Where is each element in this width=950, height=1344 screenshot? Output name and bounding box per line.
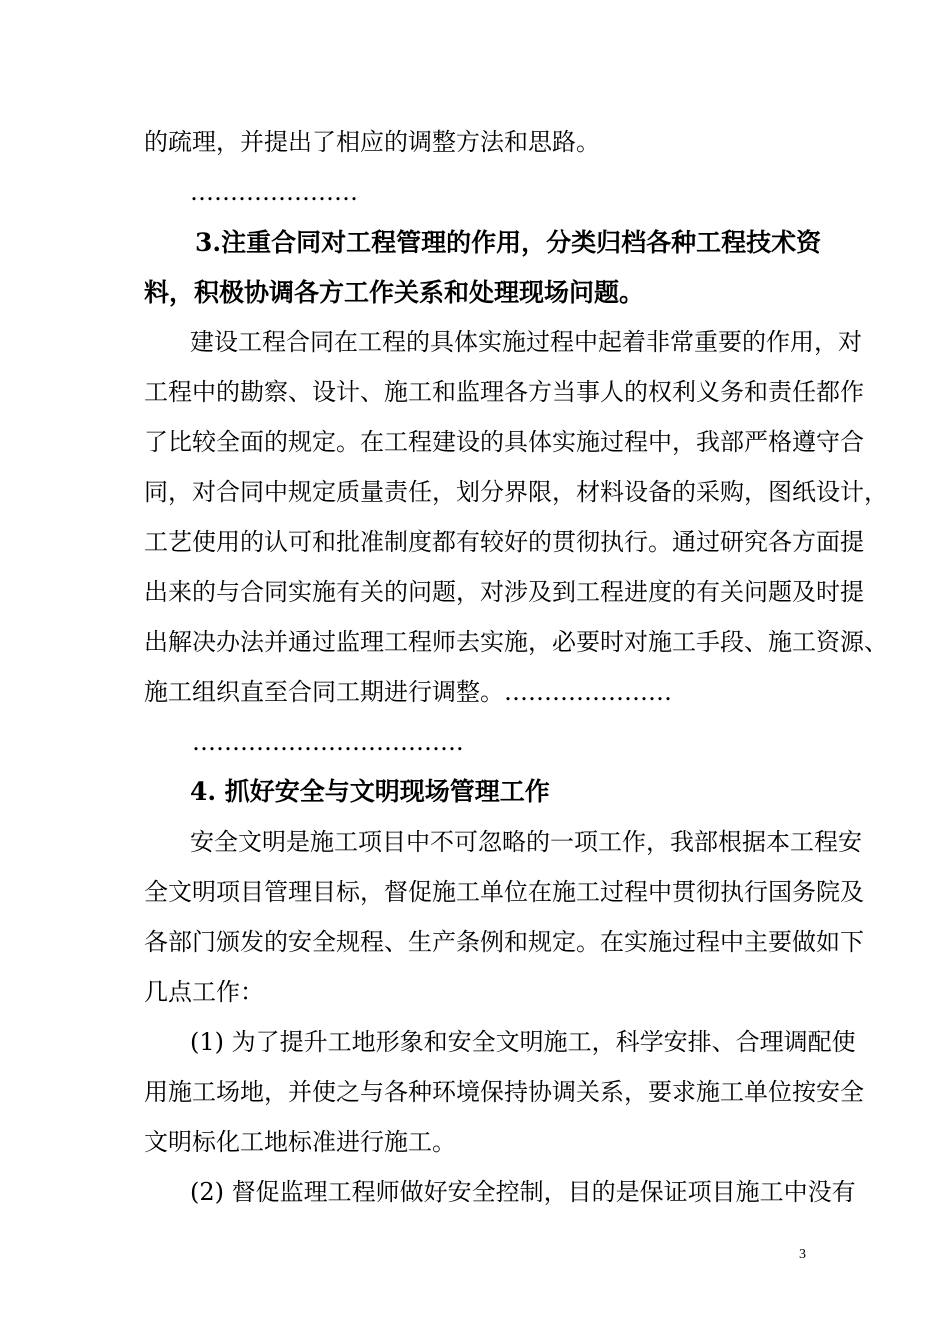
paragraph-line: 出来的与合同实施有关的问题，对涉及到工程进度的有关问题及时提 [144,578,864,606]
paragraph-line: 文明标化工地标准进行施工。 [144,1128,456,1156]
paragraph-line: 安全文明是施工项目中不可忽略的一项工作，我部根据本工程安 [190,828,862,856]
paragraph-line: 了比较全面的规定。在工程建设的具体实施过程中，我部严格遵守合 [144,428,864,456]
paragraph-line: 几点工作： [144,978,264,1006]
paragraph-line: 工艺使用的认可和批准制度都有较好的贯彻执行。通过研究各方面提 [144,528,864,556]
ellipsis-line: ……………………………. [192,728,464,756]
ellipsis-line: ………………… [190,178,358,206]
list-item-1: (1) 为了提升工地形象和安全文明施工，科学安排、合理调配使 [190,1028,856,1056]
paragraph-line: 同，对合同中规定质量责任，划分界限，材料设备的采购，图纸设计， [144,478,888,506]
paragraph-line: 出解决办法并通过监理工程师去实施，必要时对施工手段、施工资源、 [144,628,888,656]
list-item-2: (2) 督促监理工程师做好安全控制，目的是保证项目施工中没有 [190,1178,856,1206]
paragraph-line: 建设工程合同在工程的具体实施过程中起着非常重要的作用，对 [190,328,862,356]
paragraph-line: 全文明项目管理目标，督促施工单位在施工过程中贯彻执行国务院及 [144,878,864,906]
page-number: 3 [799,1247,806,1262]
section-heading-3: 3.注重合同对工程管理的作用，分类归档各种工程技术资 [195,228,822,257]
section-heading-4: 4. 抓好安全与文明现场管理工作 [190,777,550,806]
paragraph-line: 各部门颁发的安全规程、生产条例和规定。在实施过程中主要做如下 [144,928,864,956]
paragraph-line: 施工组织直至合同工期进行调整。………………… [144,678,672,706]
paragraph-line: 的疏理，并提出了相应的调整方法和思路。 [144,128,600,156]
paragraph-line: 工程中的勘察、设计、施工和监理各方当事人的权利义务和责任都作 [144,378,864,406]
paragraph-line: 用施工场地，并使之与各种环境保持协调关系，要求施工单位按安全 [144,1078,864,1106]
section-heading-3-cont: 料，积极协调各方工作关系和处理现场问题。 [144,278,645,307]
